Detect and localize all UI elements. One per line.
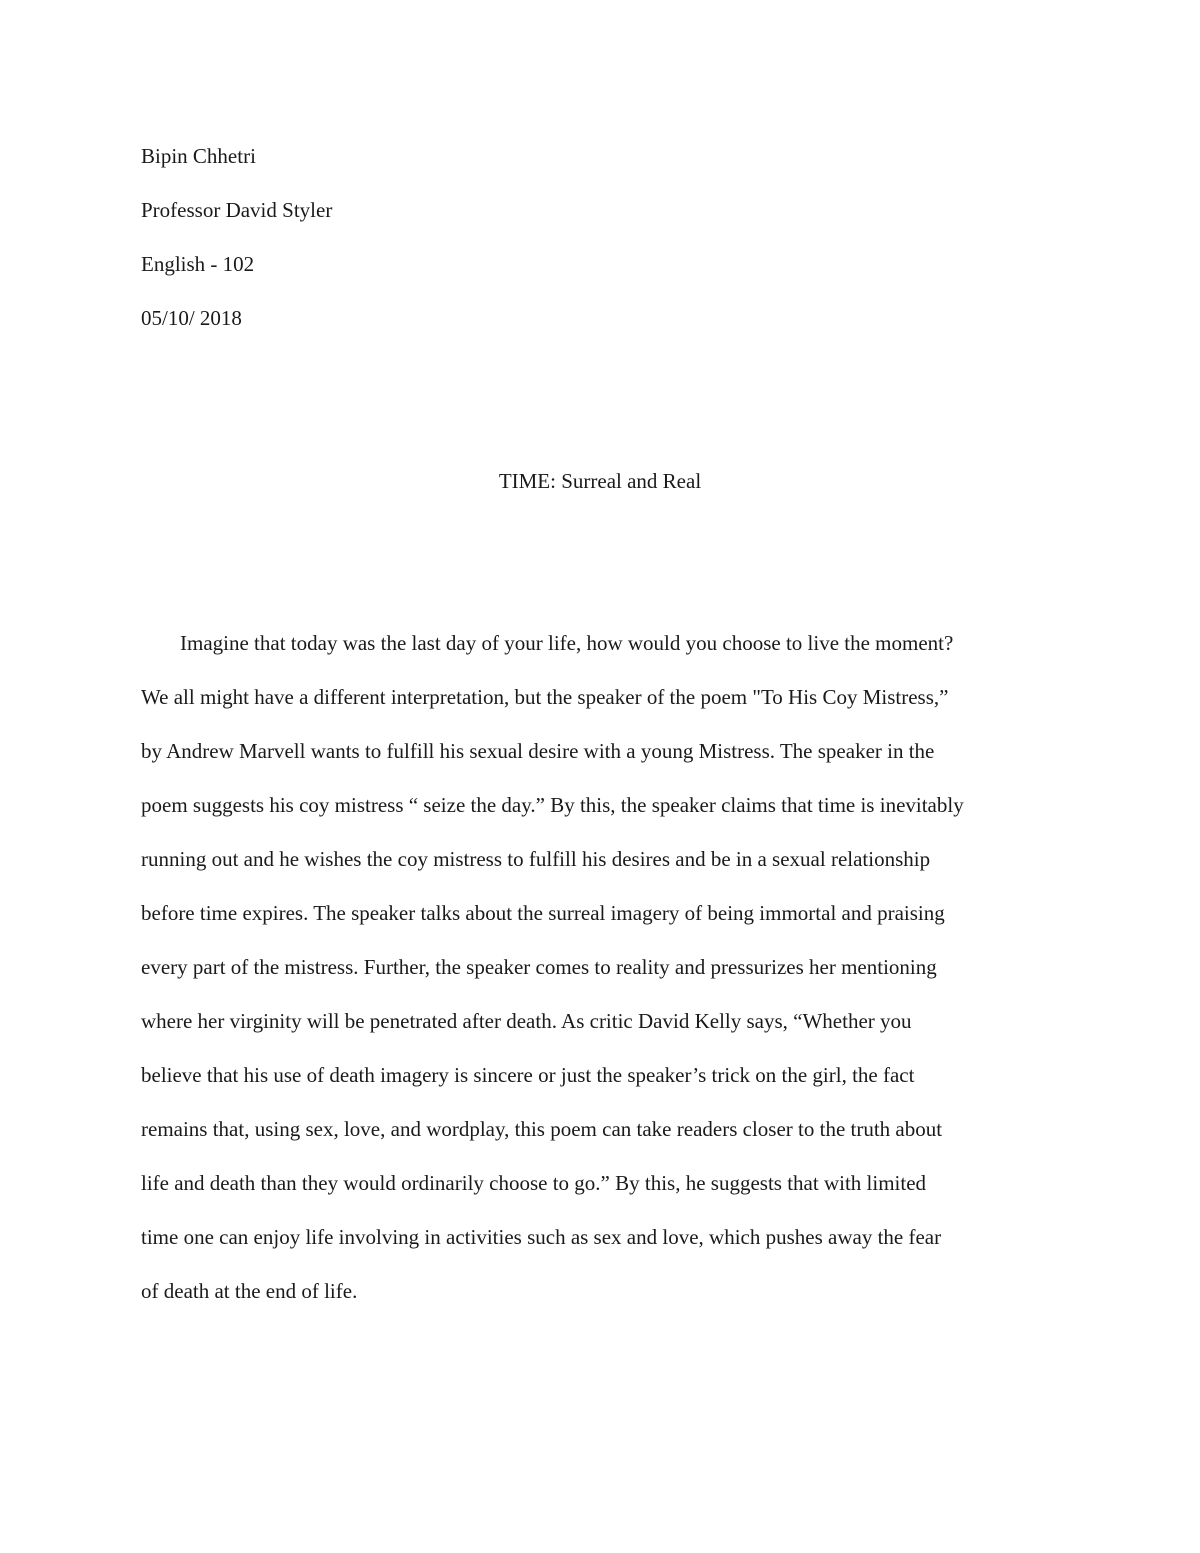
- paragraph-line: Imagine that today was the last day of your life, how would you choose to live the moment?: [180, 631, 954, 655]
- paragraph-line: believe that his use of death imagery is sincere or just the speaker’s trick on the girl, the fact: [141, 1063, 915, 1087]
- course-name: English - 102: [141, 252, 255, 276]
- paragraph-line: before time expires. The speaker talks about the surreal imagery of being immortal and praising: [141, 901, 945, 925]
- paragraph-line: We all might have a different interpretation, but the speaker of the poem "To His Coy Mistress,”: [141, 685, 949, 709]
- paragraph-line: by Andrew Marvell wants to fulfill his sexual desire with a young Mistress. The speaker in the: [141, 739, 935, 763]
- paragraph-line: every part of the mistress. Further, the speaker comes to reality and pressurizes her mentioning: [141, 955, 937, 979]
- author-name: Bipin Chhetri: [141, 144, 256, 168]
- paragraph-line: running out and he wishes the coy mistress to fulfill his desires and be in a sexual relationship: [141, 847, 931, 871]
- essay-title: TIME: Surreal and Real: [498, 469, 702, 493]
- submission-date: 05/10/ 2018: [141, 306, 242, 330]
- paragraph-line: remains that, using sex, love, and wordplay, this poem can take readers closer to the truth about: [141, 1117, 943, 1141]
- paragraph-line: where her virginity will be penetrated after death. As critic David Kelly says, “Whether you: [141, 1009, 912, 1033]
- paragraph-line: poem suggests his coy mistress “ seize the day.” By this, the speaker claims that time is inevitably: [141, 793, 964, 817]
- paragraph-line: of death at the end of life.: [141, 1279, 358, 1303]
- paragraph-line: time one can enjoy life involving in activities such as sex and love, which pushes away the fear: [141, 1225, 942, 1249]
- paragraph-line: life and death than they would ordinarily choose to go.” By this, he suggests that with limited: [141, 1171, 927, 1195]
- instructor-name: Professor David Styler: [141, 198, 333, 222]
